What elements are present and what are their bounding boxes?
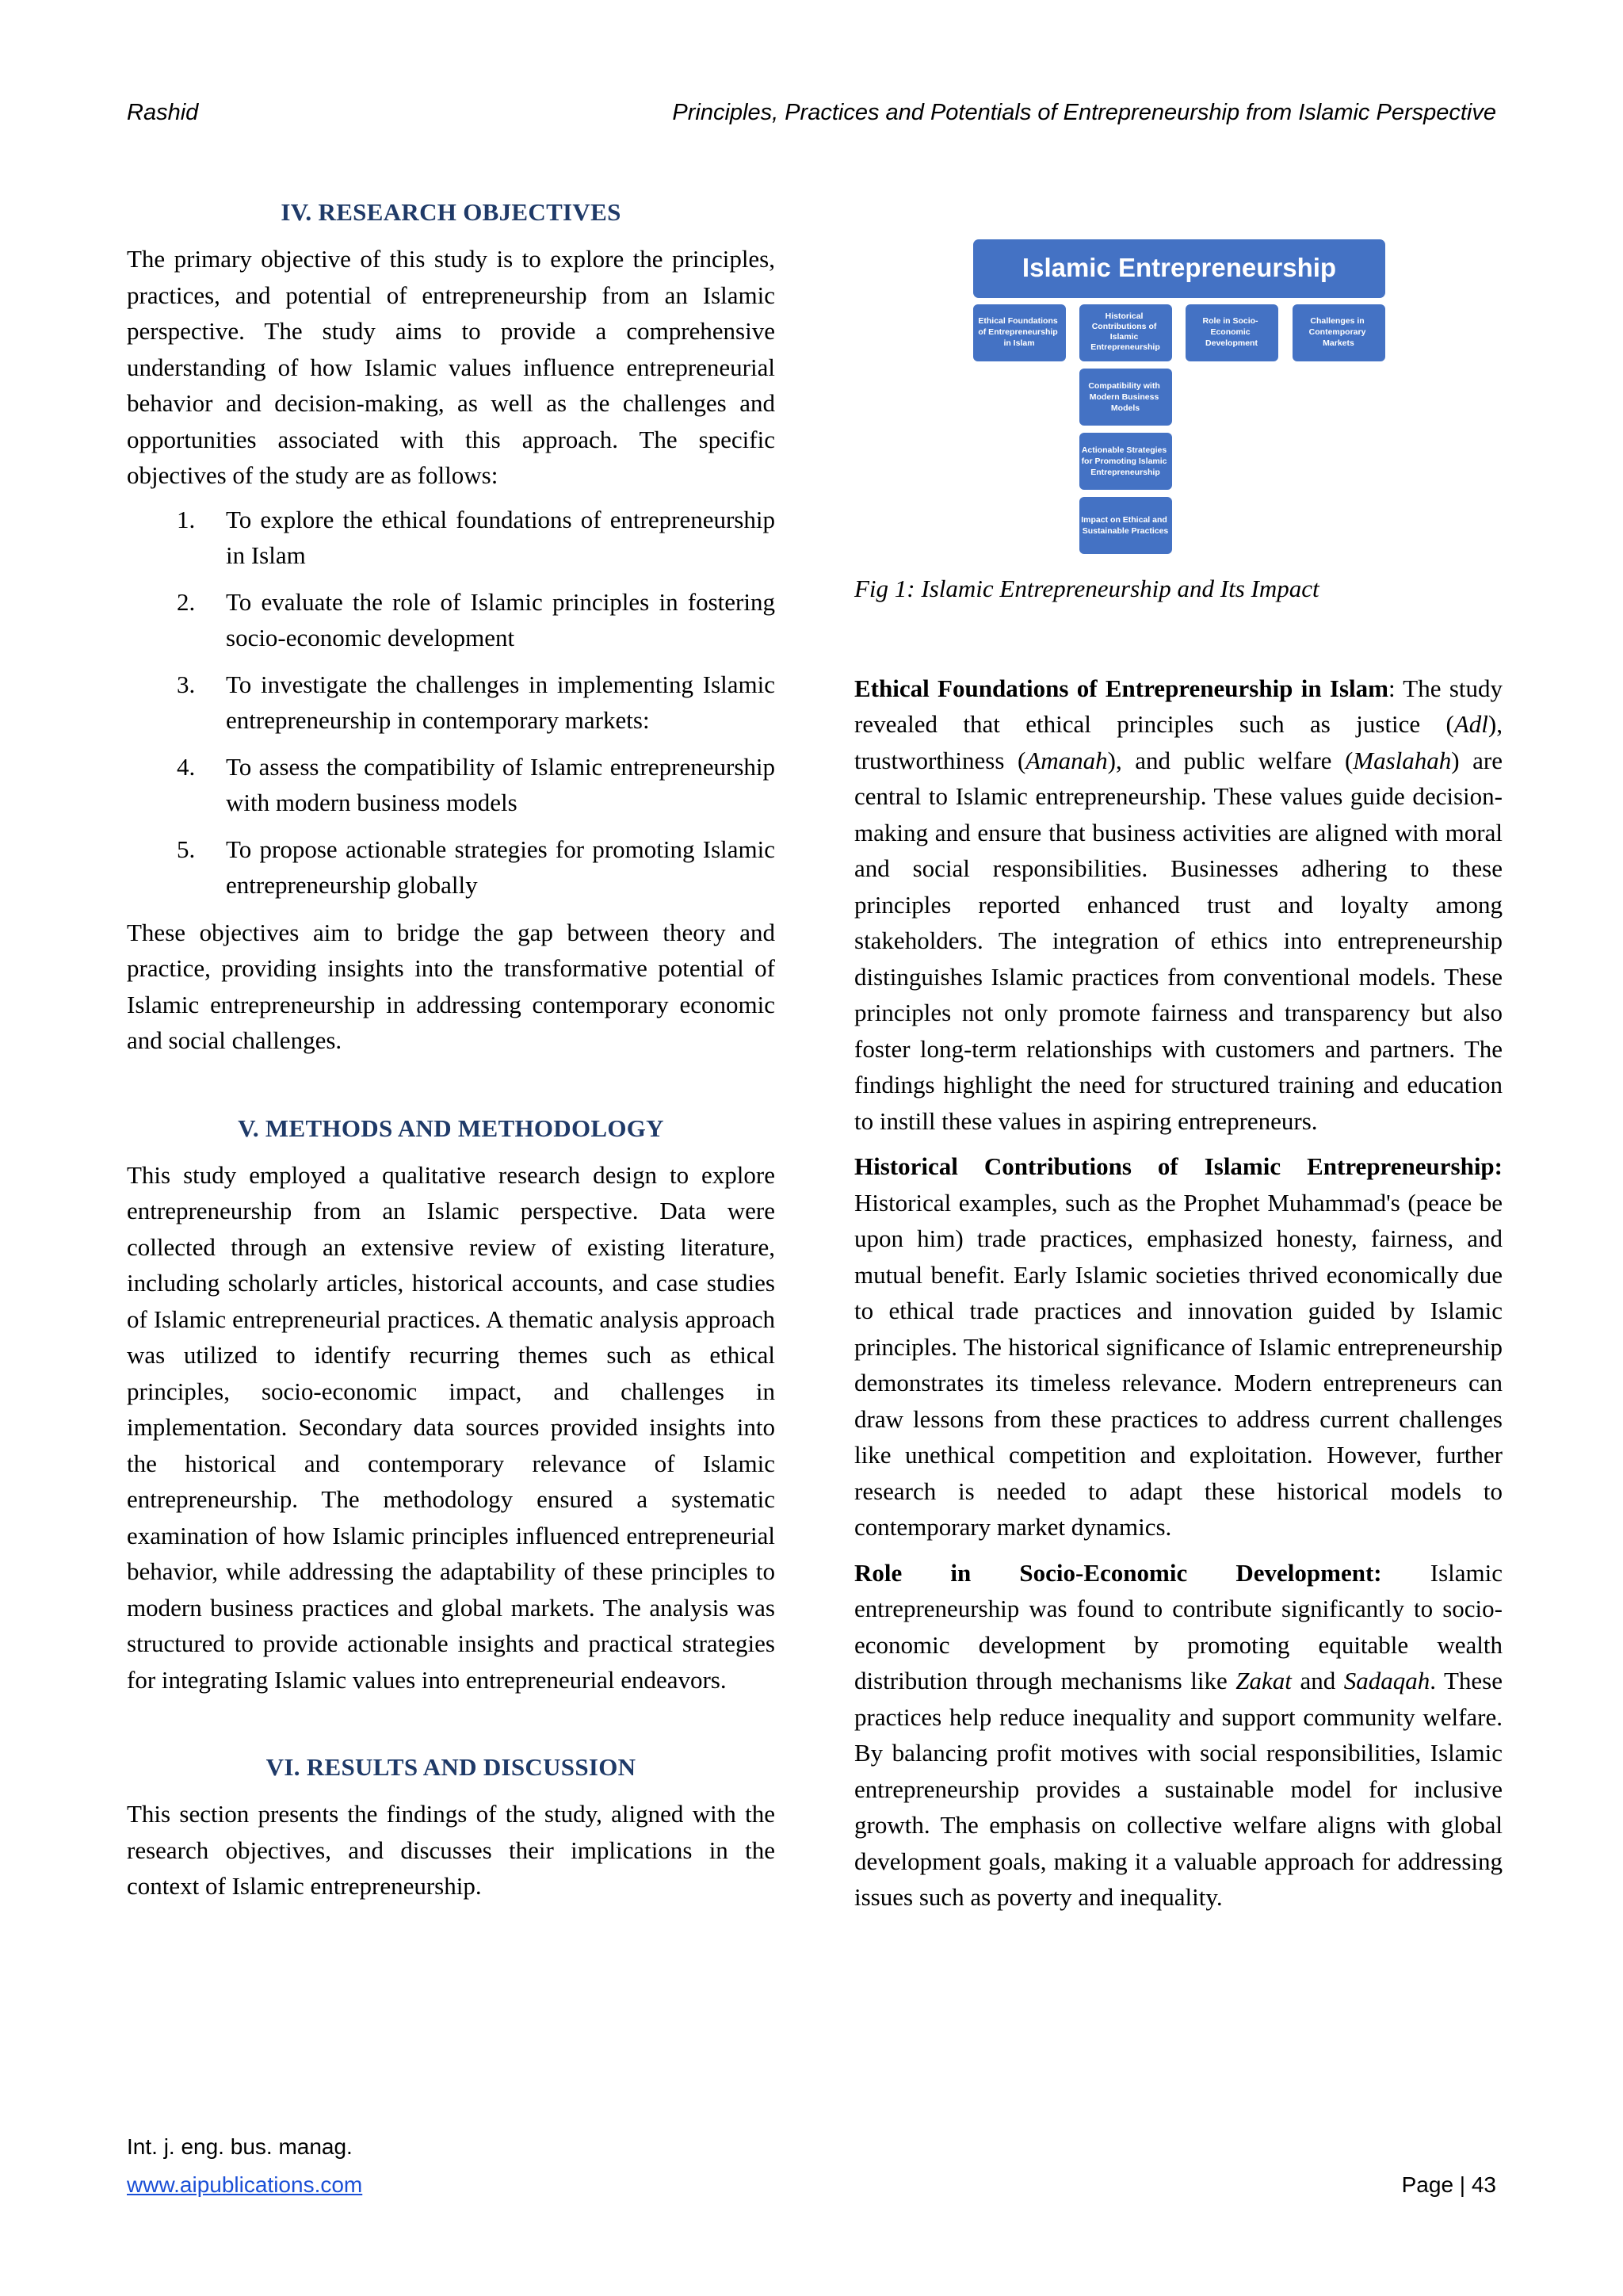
branch-label-ethical: Ethical Foundations of Entrepreneurship in Islam [978, 316, 1058, 348]
results-body: This section presents the findings of the study, aligned with the research objectives, and discusses their implications in the context of Islamic entrepreneurship. [127, 1800, 775, 1900]
right-column [854, 193, 1503, 1925]
section-heading-results: VI. RESULTS AND DISCUSSION [265, 1753, 636, 1781]
finding-ethical: Ethical Foundations of Entrepreneurship in Islam: The study revealed that ethical principles such as justice (Adl), trustworthiness (Amanah), and public welfare (Maslahah) are central to Islamic entrepreneurship. These values guide decision-making and ensure that business activities are aligned with moral and social responsibilities. Businesses adhering to these principles reported enhanced trust and loyalty among stakeholders. The integration of ethics into entrepreneurship distinguishes Islamic practices from conventional models. These principles not only promote fairness and transparency but also foster long-term relationships with customers and partners. The findings highlight the need for structured training and education to instill these values in aspiring entrepreneurs. [854, 674, 1503, 1135]
finding-socio-economic: Role in Socio-Economic Development: Islamic entrepreneurship was found to contribute significantly to socio-economic development by promoting equitable wealth distribution through mechanisms like Zakat and Sadaqah. These practices help reduce inequality and support community welfare. By balancing profit motives with social responsibilities, Islamic entrepreneurship provides a sustainable model for inclusive growth. The emphasis on collective welfare aligns with global development goals, making it a valuable approach for addressing issues such as poverty and inequality. [854, 1558, 1503, 1911]
objectives-list [127, 502, 775, 904]
list-item: 4. To assess the compatibility of Islamic entrepreneurship with modern business models [177, 752, 775, 816]
section-heading-methods: V. METHODS AND METHODOLOGY [238, 1114, 664, 1142]
branch-label-historical: Historical Contributions of Islamic Entrepreneurship [1090, 311, 1160, 352]
sub-label-impact: Impact on Ethical and Sustainable Practices [1081, 515, 1169, 536]
finding-historical: Historical Contributions of Islamic Entrepreneurship: Historical examples, such as the Prophet Muhammad's (peace be upon him) trade practices, emphasized honesty, fairness, and mutual benefit. Early Islamic societies thrived economically due to ethical trade practices and innovation guided by Islamic principles. The historical significance of Islamic entrepreneurship demonstrates its timeless relevance. Modern entrepreneurs can draw lessons from these practices to address current challenges like unethical competition and exploitation. However, further research is needed to adapt these historical models to contemporary market dynamics. [854, 1152, 1503, 1541]
list-item: 2. To evaluate the role of Islamic principles in fostering socio-economic development [177, 587, 775, 651]
page-header [127, 100, 1496, 132]
methods-body: This study employed a qualitative research design to explore entrepreneurship from an Islamic perspective. Data were collected through an extensive review of existing literature, including scholarly articles, historical accounts, and case studies of Islamic entrepreneurial practices. A thematic analysis approach was utilized to identify recurring themes such as ethical principles, socio-economic impact, and challenges in implementation. Secondary data sources provided insights into the historical and contemporary relevance of Islamic entrepreneurship. The methodology ensured a systematic examination of how Islamic principles influenced entrepreneurial behavior, while addressing the adaptability of these principles to modern business practices and global markets. The analysis was structured to provide actionable insights and practical strategies for integrating Islamic values into entrepreneurial endeavors. [127, 1160, 775, 1694]
sub-label-strategies: Actionable Strategies for Promoting Islamic Entrepreneurship [1081, 445, 1167, 477]
website-link[interactable]: www.aipublications.com [127, 2172, 363, 2197]
root-label: Islamic Entrepreneurship [1022, 253, 1337, 282]
running-title: Principles, Practices and Potentials of Entrepreneurship from Islamic Perspective [672, 100, 1496, 125]
page-number: Page | 43 [1401, 2172, 1496, 2197]
section-heading-objectives: IV. RESEARCH OBJECTIVES [281, 198, 621, 226]
org-chart-diagram [973, 239, 1385, 556]
list-item: 3. To investigate the challenges in implementing Islamic entrepreneurship in contemporary markets: [177, 670, 775, 734]
journal-abbrev: Int. j. eng. bus. manag. [127, 2134, 353, 2159]
running-author: Rashid [127, 100, 199, 125]
list-item: 5. To propose actionable strategies for promoting Islamic entrepreneurship globally [177, 835, 775, 899]
sub-box [1079, 497, 1172, 554]
left-column [127, 193, 775, 1904]
figure-1 [854, 193, 1503, 571]
list-item: 1. To explore the ethical foundations of entrepreneurship in Islam [177, 505, 775, 569]
branch-label-socio: Role in Socio- Economic Development [1202, 316, 1258, 348]
objectives-closing: These objectives aim to bridge the gap between theory and practice, providing insights into the transformative potential of Islamic entrepreneurship in addressing contemporary economic and social challenges. [127, 918, 775, 1054]
sub-label-compatibility: Compatibility with Modern Business Models [1088, 381, 1160, 413]
branch-label-challenges: Challenges in Contemporary Markets [1308, 316, 1366, 348]
objectives-intro: The primary objective of this study is to explore the principles, practices, and potential of entrepreneurship from an Islamic perspective. The study aims to provide a comprehensive understanding of how Islamic values influence entrepreneurial behavior and decision-making, as well as the challenges and opportunities associated with this approach. The specific objectives of the study are as follows: [127, 245, 775, 489]
figure-caption: Fig 1: Islamic Entrepreneurship and Its Impact [854, 575, 1319, 602]
